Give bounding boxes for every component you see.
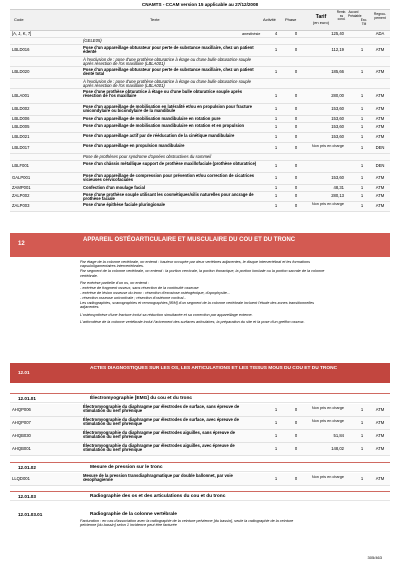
activite-cell: 1 xyxy=(274,432,278,438)
text-cell: Électromyographie du diaphragme par électrodes de surface, avec épreuve de stimulation du nerf phrénique xyxy=(83,416,239,427)
activite-cell: 1 xyxy=(274,175,278,181)
code-cell: ZAMP001 xyxy=(12,184,31,190)
table-row xyxy=(10,202,390,212)
tarif-cell: Non pris en charge xyxy=(311,202,344,207)
tarif-cell: 148,02 xyxy=(331,445,344,451)
section-12-01-banner xyxy=(10,363,390,383)
exo-cell: 1 xyxy=(360,193,364,199)
code-cell: AHQB030 xyxy=(12,432,31,438)
chapter-notes xyxy=(80,260,330,325)
regroupement-cell: ADA xyxy=(375,30,385,36)
phase-cell: 0 xyxy=(294,92,298,98)
extra-label: anesthésie xyxy=(242,31,261,36)
tarif-cell: 153,60 xyxy=(331,134,344,140)
table-row xyxy=(10,185,390,192)
phase-cell: 0 xyxy=(294,193,298,199)
table-row xyxy=(10,67,390,79)
chapter-note: L'ostéosynthèse d'une fracture inclut sa réduction simultanée et sa correction par appareillage externe. xyxy=(80,312,253,317)
text-cell: Confection d'un moulage facial xyxy=(83,184,145,190)
text-cell: Pose d'un appareillage en propulsion mandibulaire xyxy=(83,142,185,148)
regroupement-cell: ATM xyxy=(375,406,385,412)
phase-cell: 0 xyxy=(294,175,298,181)
regroupement-cell: ATM xyxy=(375,47,385,53)
exo-cell: 1 xyxy=(360,445,364,451)
activite-cell: 4 xyxy=(274,30,278,36)
tarif-cell: 153,60 xyxy=(331,115,344,121)
page-number: 305/463 xyxy=(367,555,382,560)
table-row xyxy=(10,443,390,456)
phase-cell: 0 xyxy=(294,47,298,53)
table-row xyxy=(10,143,390,154)
phase-cell: 0 xyxy=(294,475,298,481)
activite-cell: 1 xyxy=(274,445,278,451)
activite-cell: 1 xyxy=(274,406,278,412)
section-12-01-02-bar xyxy=(10,462,390,472)
exo-cell: 1 xyxy=(360,69,364,75)
code-cell: LBLD002 xyxy=(12,106,30,112)
code-cell: LBLD021 xyxy=(12,134,30,140)
text-cell: Électromyographie du diaphragme par électrodes aiguilles, sans épreuve de stimulation du nerf phrénique xyxy=(83,429,235,440)
table-header xyxy=(10,9,390,31)
tarif-cell: 48,31 xyxy=(333,184,344,190)
regroupement-cell: ATM xyxy=(375,115,385,121)
table-row xyxy=(10,79,390,89)
section-title: Électromyographie [EMG] du cou et du tronc xyxy=(90,395,193,401)
section-12-01-03-01 xyxy=(10,510,390,518)
activite-cell: 1 xyxy=(274,106,278,112)
exo-cell: 1 xyxy=(360,144,364,150)
tarif-cell: Non pris en charge xyxy=(311,405,344,410)
text-cell: Pose d'un appareillage de mobilisation mandibulaire en rotation et en propulsion xyxy=(83,122,245,128)
exo-cell: 1 xyxy=(360,47,364,53)
phase-cell: 0 xyxy=(294,134,298,140)
code-cell: LBLD006 xyxy=(12,115,30,121)
table-row xyxy=(10,173,390,185)
activite-cell: 1 xyxy=(274,92,278,98)
text-cell: Électromyographie du diaphragme par électrodes aiguilles, avec épreuve de stimulation du nerf phrénique xyxy=(83,442,235,453)
chapter-note: - résection osseuse unicorticale ; résection d'ostéome cortical... xyxy=(80,295,187,300)
phase-cell: 0 xyxy=(294,406,298,412)
header-accord: Accord Préalable xyxy=(348,10,362,18)
header-regroupement: Regrou-pement xyxy=(373,12,387,21)
table-row xyxy=(10,430,390,443)
exo-cell: 1 xyxy=(360,106,364,112)
table-row xyxy=(10,417,390,430)
header-phase: Phase xyxy=(285,17,297,22)
section-number: 12.01.01 xyxy=(18,395,36,401)
regroupement-cell: ATM xyxy=(375,124,385,130)
chapter-note: Les radiographies, scanographies et remnographies [IRM] d'un segment de la colonne vertébrale incluent l'étude des zones transitionnelles adjacentes. xyxy=(80,300,315,310)
code-cell: AHQP006 xyxy=(12,406,31,412)
activite-cell: 1 xyxy=(274,163,278,169)
table-row xyxy=(10,404,390,417)
code-cell: AHQB001 xyxy=(12,445,31,451)
chapter-note: Par segment de la colonne vertébrale, on entend : la portion cervicale, la portion thoracique, la portion lombale ou la portion sacrale de la colonne vertébrale. xyxy=(80,269,325,278)
table-row xyxy=(10,154,390,161)
regroupement-cell: ATM xyxy=(375,193,385,199)
chapter-note: Par exérèse partielle d'un os, on entend : xyxy=(80,281,150,286)
phase-cell: 0 xyxy=(294,445,298,451)
phase-cell: 0 xyxy=(294,124,298,130)
activite-cell: 1 xyxy=(274,184,278,190)
exo-cell: 1 xyxy=(360,134,364,140)
phase-cell: 0 xyxy=(294,144,298,150)
activite-cell: 1 xyxy=(274,193,278,199)
header-texte: Texte xyxy=(150,17,160,22)
text-cell: Pose d'un appareillage obturateur pour perte de substance maxillaire, chez un patient denté total xyxy=(83,66,254,77)
tarif-cell: Non pris en charge xyxy=(311,418,344,423)
regroupement-cell: ATM xyxy=(375,106,385,112)
text-cell: Pose d'un appareillage de mobilisation mandibulaire en rotation pure xyxy=(83,115,221,121)
header-remb: Remb. ss cond. xyxy=(336,10,347,22)
code-cell: AHQP007 xyxy=(12,419,31,425)
table-row xyxy=(10,38,390,45)
tarif-cell: 51,84 xyxy=(333,432,344,438)
regroupement-cell: ATM xyxy=(375,445,385,451)
activite-cell: 1 xyxy=(274,203,278,209)
exo-cell: 1 xyxy=(360,475,364,481)
tarif-cell: 125,40 xyxy=(331,30,344,36)
code-cell: LBLD016 xyxy=(12,47,30,53)
header-code: Code xyxy=(14,17,24,22)
activite-cell: 1 xyxy=(274,419,278,425)
regroupement-cell: ATM xyxy=(375,175,385,181)
text-cell: Électromyographie du diaphragme par électrodes de surface, sans épreuve de stimulation du nerf phrénique xyxy=(83,403,240,414)
section-title: Mesure de pression sur le tronc xyxy=(90,464,163,470)
code-cell: GALP001 xyxy=(12,175,31,181)
header-activite: Activité xyxy=(263,17,276,22)
exo-cell: 1 xyxy=(360,115,364,121)
section-title: Radiographie de la colonne vertébrale xyxy=(90,511,177,517)
code-cell: LBLD017 xyxy=(12,144,30,150)
tarif-cell: 153,60 xyxy=(331,175,344,181)
table-row xyxy=(10,104,390,116)
phase-cell: 0 xyxy=(294,30,298,36)
exo-cell: 1 xyxy=(360,432,364,438)
exo-cell: 1 xyxy=(360,163,364,169)
activite-cell: 1 xyxy=(274,115,278,121)
text-cell: Pose de prothèses pour syndrome d'apnées obstructives du sommeil xyxy=(83,153,212,159)
text-cell: Pose d'une épithèse faciale pluringionale xyxy=(83,201,165,207)
phase-cell: 0 xyxy=(294,163,298,169)
text-cell: Pose d'un appareillage actif par de rééducation de la cinétique mandibulaire xyxy=(83,132,235,138)
table-row xyxy=(10,31,390,38)
header-tarif: Tarif xyxy=(315,14,327,20)
section-number: 12.01.03 xyxy=(18,493,36,499)
chapter-title: APPAREIL OSTÉOARTICULAIRE ET MUSCULAIRE DU COU ET DU TRONC xyxy=(83,237,296,243)
table-row xyxy=(10,116,390,123)
text-cell: (GELE05) xyxy=(83,37,102,43)
tarif-cell: Non pris en charge xyxy=(311,474,344,479)
text-cell: À l'exclusion de : pose d'une prothèse obturatrice à étage ou d'une bulle obturatrice souple après résection de l'os maxillaire (LBLA001) xyxy=(83,78,251,89)
regroupement-cell: ATM xyxy=(375,419,385,425)
table-row xyxy=(10,192,390,202)
code-cell: LBLF001 xyxy=(12,163,29,169)
chapter-note: L'arthrodèse de la colonne vertébrale inclut l'avivement des surfaces articulaires, la préparation du site et la pose d'un greffon osseux. xyxy=(80,319,305,324)
text-cell: Pose d'un appareillage de mobilisation en latéralité et/ou en propulsion pour fracture unicondylaire ou bicondylaire de la mandibule xyxy=(83,103,252,114)
activite-cell: 1 xyxy=(274,144,278,150)
chapter-banner xyxy=(10,233,390,257)
exo-cell: 1 xyxy=(360,203,364,209)
regroupement-cell: ATM xyxy=(375,134,385,140)
exo-cell: 1 xyxy=(360,419,364,425)
text-cell: Pose d'un appareillage obturateur pour perte de substance maxillaire, chez un patient édenté xyxy=(83,44,254,55)
header-tarif-unit: (en euro) xyxy=(312,20,330,25)
section-12-01-03-bar xyxy=(10,491,390,501)
header-exo: Exo. TM xyxy=(360,18,368,27)
section-12-01-01-bar xyxy=(10,393,390,403)
code-cell: LBLA001 xyxy=(12,92,30,98)
section-title: Radiographie des os et des articulations du cou et du tronc xyxy=(90,493,226,499)
regroupement-cell: DEN xyxy=(375,163,385,169)
exo-cell: 1 xyxy=(360,175,364,181)
text-cell: À l'exclusion de : pose d'une prothèse obturatrice à étage ou d'une bulle obturatrice souple après résection de l'os maxillaire (LBLA001) xyxy=(83,56,251,67)
chapter-number: 12 xyxy=(18,241,25,247)
tarif-cell: 280,00 xyxy=(331,92,344,98)
table-row xyxy=(10,123,390,133)
section-number: 12.01.03.01 xyxy=(18,511,43,517)
exo-cell: 1 xyxy=(360,92,364,98)
phase-cell: 0 xyxy=(294,203,298,209)
table-row xyxy=(10,89,390,104)
chapter-note: - exérèse de lésion osseuse du tronc : résection d'exostose ostéogénique, d'apophysite... xyxy=(80,290,231,295)
text-cell: Pose d'un châssis métallique support de prothèse maxillofaciale (prothèse obturatrice) xyxy=(83,160,257,166)
chapter-note: Par étage de la colonne vertébrale, on entend : hauteur occupée par deux vertèbres adjacentes, le disque intervertébral et les formations capsuloligamentaires intervertébrales. xyxy=(80,260,311,269)
code-cell: ZALP002 xyxy=(12,193,30,199)
table-row xyxy=(10,161,390,173)
section-number: 12.01 xyxy=(18,370,30,375)
activite-cell: 1 xyxy=(274,47,278,53)
document-title: CNAMTS - CCAM version 15 applicable au 27/12/2008 xyxy=(141,2,259,7)
code-cell: ZALP003 xyxy=(12,203,30,209)
tarif-cell: 280,13 xyxy=(331,193,344,199)
phase-cell: 0 xyxy=(294,115,298,121)
phase-cell: 0 xyxy=(294,69,298,75)
regroupement-cell: DEN xyxy=(375,144,385,150)
activite-cell: 1 xyxy=(274,124,278,130)
section-title: ACTES DIAGNOSTIQUES SUR LES OS, LES ARTICULATIONS ET LES TISSUS MOUS DU COU ET DU TRONC xyxy=(90,366,338,371)
exo-cell: 1 xyxy=(360,124,364,130)
regroupement-cell: ATM xyxy=(375,475,385,481)
text-cell: Pose d'une prothèse obturatrice à étage ou d'une bulle obturatrice souple après résection de l'os maxillaire xyxy=(83,88,243,99)
activite-cell: 1 xyxy=(274,69,278,75)
activite-cell: 1 xyxy=(274,134,278,140)
tarif-cell: 112,19 xyxy=(331,47,344,53)
text-cell: Pose d'une prothèse souple utilisant les cosmétiques/silis naturelles pour ancrage de prothèse faciale xyxy=(83,191,254,202)
tarif-cell: 185,66 xyxy=(331,69,344,75)
tarif-cell: Non pris en charge xyxy=(311,143,344,148)
regroupement-cell: ATM xyxy=(375,92,385,98)
billing-note: Facturation : en cas d'association avec la radiographie de la ceinture pelvienne [du bassin], seule la radiographie de la ceinture pelvienne [du bassin] selon 1 incidence peut être facturée xyxy=(80,519,294,528)
exo-cell: 1 xyxy=(360,184,364,190)
table-row xyxy=(10,473,390,486)
code-cell: LBLD020 xyxy=(12,69,30,75)
phase-cell: 0 xyxy=(294,432,298,438)
regroupement-cell: ATM xyxy=(375,432,385,438)
table-row xyxy=(10,57,390,67)
chapter-note: - exérèse de fragment osseux, sans résection de la continuité osseuse xyxy=(80,286,199,291)
text-cell: Mesure de la pression transdiaphragmatique par double ballonnet, par voie œsophagienne xyxy=(83,472,233,483)
regroupement-cell: ATM xyxy=(375,69,385,75)
regroupement-cell: ATM xyxy=(375,184,385,190)
exo-cell: 1 xyxy=(360,406,364,412)
activite-cell: 1 xyxy=(274,475,278,481)
phase-cell: 0 xyxy=(294,419,298,425)
text-cell: Pose d'un appareillage de compression pour prévention et/ou correction de cicatrices vicieuses cervicofaciales xyxy=(83,172,255,183)
code-cell: [A, J, K, 7] xyxy=(12,30,32,36)
table-row xyxy=(10,45,390,57)
phase-cell: 0 xyxy=(294,106,298,112)
phase-cell: 0 xyxy=(294,184,298,190)
code-cell: LBLD005 xyxy=(12,124,30,130)
regroupement-cell: ATM xyxy=(375,203,385,209)
tarif-cell: 153,60 xyxy=(331,106,344,112)
tarif-cell: 153,60 xyxy=(331,124,344,130)
table-row xyxy=(10,133,390,143)
code-cell: LLQD001 xyxy=(12,475,30,481)
section-number: 12.01.02 xyxy=(18,464,36,470)
